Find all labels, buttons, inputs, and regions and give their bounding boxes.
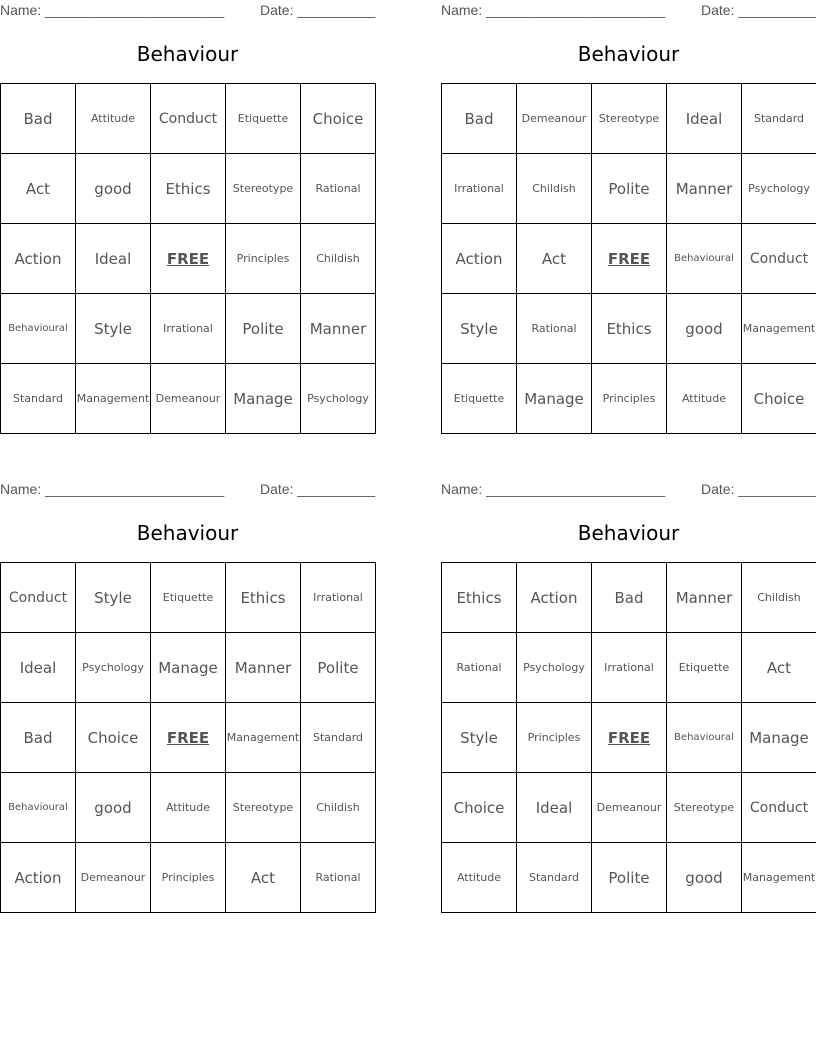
bingo-cell[interactable]: Manage xyxy=(151,633,226,703)
bingo-cell[interactable]: Childish xyxy=(517,154,592,224)
bingo-row xyxy=(1,154,376,224)
bingo-row xyxy=(1,294,376,364)
bingo-row xyxy=(1,773,376,843)
card-title: Behaviour xyxy=(577,42,680,66)
date-field[interactable]: Date: __________ xyxy=(701,2,816,18)
bingo-cell[interactable]: Style xyxy=(442,703,517,773)
bingo-grid xyxy=(441,562,816,913)
bingo-cell[interactable]: Irrational xyxy=(151,294,226,364)
name-field[interactable]: Name: _______________________ xyxy=(441,481,666,497)
bingo-cell[interactable]: Etiquette xyxy=(226,84,301,154)
bingo-cell[interactable]: Manner xyxy=(226,633,301,703)
card-title: Behaviour xyxy=(577,521,680,545)
bingo-cell[interactable]: good xyxy=(667,843,742,913)
date-field[interactable]: Date: __________ xyxy=(260,2,376,18)
bingo-row xyxy=(1,563,376,633)
bingo-cell[interactable]: Conduct xyxy=(151,84,226,154)
bingo-cell[interactable]: Attitude xyxy=(667,364,742,434)
bingo-cell[interactable]: Irrational xyxy=(592,633,667,703)
bingo-row xyxy=(442,773,816,843)
bingo-cell[interactable]: Ethics xyxy=(226,563,301,633)
bingo-cell[interactable]: Stereotype xyxy=(592,84,667,154)
free-space-cell[interactable]: FREE xyxy=(151,703,226,773)
bingo-cell[interactable]: Standard xyxy=(301,703,376,773)
bingo-cell[interactable]: Principles xyxy=(517,703,592,773)
bingo-cell[interactable]: Stereotype xyxy=(226,773,301,843)
bingo-row xyxy=(442,154,816,224)
bingo-row xyxy=(1,843,376,913)
bingo-cell[interactable]: Manner xyxy=(667,154,742,224)
card-title: Behaviour xyxy=(136,521,239,545)
bingo-cell[interactable]: Conduct xyxy=(1,563,76,633)
free-space-cell[interactable]: FREE xyxy=(592,224,667,294)
bingo-cell[interactable]: Standard xyxy=(517,843,592,913)
bingo-row xyxy=(442,633,816,703)
name-field[interactable]: Name: _______________________ xyxy=(0,2,225,18)
bingo-cell[interactable]: Behavioural xyxy=(667,224,742,294)
bingo-cell[interactable]: Act xyxy=(517,224,592,294)
bingo-cell[interactable]: Manner xyxy=(667,563,742,633)
bingo-cell[interactable]: Polite xyxy=(301,633,376,703)
bingo-cell[interactable]: Principles xyxy=(226,224,301,294)
bingo-cell[interactable]: Rational xyxy=(301,843,376,913)
bingo-cell[interactable]: Choice xyxy=(742,364,816,434)
bingo-row xyxy=(442,843,816,913)
bingo-cell[interactable]: Management xyxy=(226,703,301,773)
bingo-cell[interactable]: Demeanour xyxy=(592,773,667,843)
bingo-cell[interactable]: Style xyxy=(76,563,151,633)
bingo-cell[interactable]: Choice xyxy=(76,703,151,773)
bingo-cell[interactable]: Manage xyxy=(517,364,592,434)
bingo-row xyxy=(1,633,376,703)
bingo-cell[interactable]: Demeanour xyxy=(151,364,226,434)
bingo-cell[interactable]: Polite xyxy=(592,843,667,913)
bingo-row xyxy=(1,84,376,154)
bingo-cell[interactable]: good xyxy=(667,294,742,364)
bingo-row xyxy=(442,563,816,633)
bingo-cell[interactable]: Management xyxy=(742,843,816,913)
bingo-cell[interactable]: Childish xyxy=(301,773,376,843)
bingo-cell[interactable]: Rational xyxy=(301,154,376,224)
bingo-cell[interactable]: Ethics xyxy=(442,563,517,633)
bingo-cell[interactable]: Action xyxy=(1,843,76,913)
bingo-cell[interactable]: Psychology xyxy=(517,633,592,703)
bingo-row xyxy=(1,703,376,773)
bingo-card xyxy=(441,479,816,919)
bingo-cell[interactable]: Etiquette xyxy=(151,563,226,633)
bingo-row xyxy=(442,364,816,434)
bingo-cell[interactable]: Bad xyxy=(442,84,517,154)
bingo-cell[interactable]: Psychology xyxy=(76,633,151,703)
bingo-cell[interactable]: Principles xyxy=(592,364,667,434)
bingo-cell[interactable]: Childish xyxy=(742,563,816,633)
bingo-row xyxy=(442,703,816,773)
bingo-cell[interactable]: Ideal xyxy=(667,84,742,154)
bingo-cell[interactable]: Action xyxy=(1,224,76,294)
bingo-cell[interactable]: Ideal xyxy=(76,224,151,294)
bingo-cell[interactable]: Manner xyxy=(301,294,376,364)
bingo-cell[interactable]: Ideal xyxy=(517,773,592,843)
date-field[interactable]: Date: __________ xyxy=(701,481,816,497)
bingo-cell[interactable]: Ethics xyxy=(592,294,667,364)
bingo-cell[interactable]: Manage xyxy=(742,703,816,773)
card-title: Behaviour xyxy=(136,42,239,66)
bingo-cell[interactable]: Irrational xyxy=(442,154,517,224)
bingo-grid xyxy=(441,83,816,434)
bingo-cell[interactable]: Bad xyxy=(592,563,667,633)
bingo-cell[interactable]: Behavioural xyxy=(1,294,76,364)
bingo-cell[interactable]: Demeanour xyxy=(517,84,592,154)
bingo-cell[interactable]: Polite xyxy=(226,294,301,364)
bingo-row xyxy=(1,224,376,294)
bingo-cell[interactable]: Manage xyxy=(226,364,301,434)
bingo-row xyxy=(442,84,816,154)
bingo-cell[interactable]: Psychology xyxy=(301,364,376,434)
bingo-cell[interactable]: Act xyxy=(742,633,816,703)
bingo-cell[interactable]: Act xyxy=(226,843,301,913)
bingo-cell[interactable]: Conduct xyxy=(742,224,816,294)
bingo-cell[interactable]: Style xyxy=(442,294,517,364)
bingo-row xyxy=(1,364,376,434)
bingo-row xyxy=(442,294,816,364)
bingo-row xyxy=(442,224,816,294)
name-field[interactable]: Name: _______________________ xyxy=(0,481,225,497)
bingo-cell[interactable]: Behavioural xyxy=(1,773,76,843)
bingo-cell[interactable]: Rational xyxy=(517,294,592,364)
bingo-card xyxy=(441,0,816,440)
bingo-cell[interactable]: Rational xyxy=(442,633,517,703)
bingo-cell[interactable]: Act xyxy=(1,154,76,224)
bingo-cell[interactable]: Attitude xyxy=(151,773,226,843)
bingo-cell[interactable]: Management xyxy=(76,364,151,434)
bingo-cell[interactable]: Principles xyxy=(151,843,226,913)
bingo-cell[interactable]: Stereotype xyxy=(226,154,301,224)
bingo-grid xyxy=(0,83,376,434)
bingo-card xyxy=(0,479,376,919)
name-field[interactable]: Name: _______________________ xyxy=(441,2,666,18)
bingo-cell[interactable]: Demeanour xyxy=(76,843,151,913)
bingo-cell[interactable]: Etiquette xyxy=(667,633,742,703)
bingo-cell[interactable]: Action xyxy=(517,563,592,633)
bingo-cell[interactable]: Action xyxy=(442,224,517,294)
bingo-cell[interactable]: Bad xyxy=(1,703,76,773)
bingo-cell[interactable]: Attitude xyxy=(442,843,517,913)
bingo-cell[interactable]: Behavioural xyxy=(667,703,742,773)
bingo-cell[interactable]: Bad xyxy=(1,84,76,154)
date-field[interactable]: Date: __________ xyxy=(260,481,376,497)
bingo-cell[interactable]: good xyxy=(76,773,151,843)
bingo-grid xyxy=(0,562,376,913)
bingo-cell[interactable]: Etiquette xyxy=(442,364,517,434)
bingo-cell[interactable]: Psychology xyxy=(742,154,816,224)
bingo-cell[interactable]: Polite xyxy=(592,154,667,224)
free-space-cell[interactable]: FREE xyxy=(592,703,667,773)
bingo-cell[interactable]: Management xyxy=(742,294,816,364)
bingo-cell[interactable]: Standard xyxy=(1,364,76,434)
bingo-cell[interactable]: good xyxy=(76,154,151,224)
bingo-cell[interactable]: Stereotype xyxy=(667,773,742,843)
free-space-cell[interactable]: FREE xyxy=(151,224,226,294)
bingo-cell[interactable]: Irrational xyxy=(301,563,376,633)
bingo-cell[interactable]: Childish xyxy=(301,224,376,294)
bingo-cell[interactable]: Attitude xyxy=(76,84,151,154)
bingo-card xyxy=(0,0,376,440)
bingo-cell[interactable]: Style xyxy=(76,294,151,364)
bingo-cell[interactable]: Standard xyxy=(742,84,816,154)
bingo-cell[interactable]: Ideal xyxy=(1,633,76,703)
bingo-cell[interactable]: Conduct xyxy=(742,773,816,843)
bingo-cell[interactable]: Choice xyxy=(301,84,376,154)
bingo-cell[interactable]: Choice xyxy=(442,773,517,843)
bingo-cell[interactable]: Ethics xyxy=(151,154,226,224)
